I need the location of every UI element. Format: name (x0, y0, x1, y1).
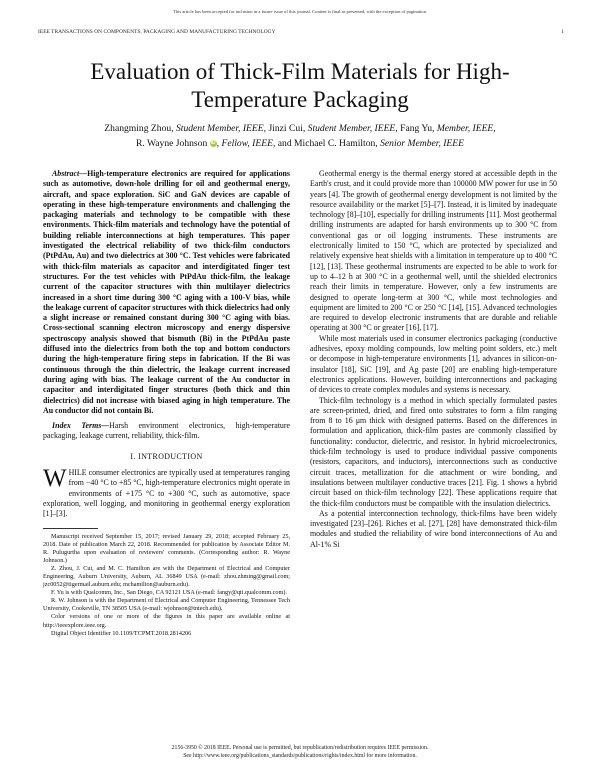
body-paragraph: Thick-film technology is a method in which specially formulated pastes are screen-printed, dried, and fired onto substrates to form a film ranging from 8 to 16 μm thick with designed patterns. Based on the differences in formulation and application, thick-film pastes are commonly classified by functionality: conductor, dielectric, and resistor. In hybrid microelectronics, thick-film technology is used to produce individual passive components (resistors, capacitors, and inductors), interconnections such as conductive circuit traces, metallization for die attachment or wire bonding, and insulations between multilayer conductive traces [21]. Fig. 1 shows a hybrid circuit based on thick-film technology [22]. These applications require that the thick-film conductors must be compatible with the insulation dielectrics. (310, 395, 557, 508)
running-header (38, 29, 564, 35)
abstract-label: Abstract (52, 169, 80, 178)
body-paragraph: As a potential interconnection technology, thick-films have been widely investigated [23]–[26]. Riches et al. [27], [28] have demonstrated thick-film modules and studied the reliability of wire bond interconnections of Au and Al-1% Si (310, 508, 557, 549)
body-paragraph: Geothermal energy is the thermal energy stored at accessible depth in the Earth's crust, and it could provide more than 100000 MW power for use in 50 years [4]. The growth of geothermal energy development is not limited by the resource availability or the market [5]–[7]. Instead, it is limited by inadequate technology [8]–[10], especially for drilling instruments [11]. Most geothermal drilling instruments are adapted for harsh environments up to 300 °C from conventional gas or oil logging instruments. These instruments are electronically limited to 150 °C, which are protected by specialized and relatively expensive heat shields with a limitation in temperature up to 400 °C [12], [13]. These geothermal instruments are expected to be able to work for up to 4–12 h at 300 °C in a geothermal well, until the shielded electronics reach their limits in temperature. However, only a few instruments are designed to operate long-term at 300 °C, while most technologies and equipment are limited to 200 °C or 250 °C [14], [15]. Advanced technologies are required to develop electronic instruments that are durable and reliable operating at 300 °C or greater [16], [17]. (310, 169, 557, 333)
orcid-icon[interactable]: iD (210, 139, 216, 146)
footnote-color: Color versions of one or more of the figures in this paper are available online at http://ieeexplore.ieee.org. (43, 613, 290, 629)
acceptance-note: This article has been accepted for inclusion in a future issue of this journal. Content is final as presented, with the exception of pagination. (172, 9, 428, 14)
section-heading: I. INTRODUCTION (130, 451, 203, 461)
abstract-text: High-temperature electronics are required for applications such as automotive, down-hole drilling for oil and geothermal energy, aircraft, and space exploration. SiC and GaN devices are capable of operating in these high-temperature environments and challenging the packaging materials and technology to be compatible with these environments. Thick-film materials and technology have the potential of building reliable interconnections at high temperatures. This paper investigated the electrical reliability of two thick-film conductors (PtPdAu, Au) and two dielectrics at 300 °C. Test vehicles were fabricated with thick-film materials as capacitor and interdigitated finger test structures. For the test vehicles with PtPdAu thick-film, the leakage current of the capacitor structures with thin multilayer dielectrics increased in a short time during 300 °C aging with a 100-V bias, while the leakage current of capacitor structures with thick dielectrics had only a slight increase or remained constant during 300 °C aging with bias. Cross-sectional scanning electron microscopy and energy dispersive spectroscopy analysis showed that bismuth (Bi) in the PtPdAu paste diffused into the dielectrics from both the top and bottom conductors during the high-temperature firing steps in fabrication. If the Bi was continuous through the thin dielectric, the leakage current increased during aging with bias. The leakage current of the Au conductor in capacitor and interdigitated finger structures (both thick and thin dielectrics) did not increase with biased aging in high temperature. The Au conductor did not contain Bi. (43, 169, 290, 415)
footnote-doi: Digital Object Identifier 10.1109/TCPMT.2018.2814206 (51, 629, 192, 637)
author-role: Senior Member, IEEE (380, 137, 465, 149)
author-name: R. Wayne Johnson (135, 137, 208, 149)
paper-title: Evaluation of Thick-Film Materials for High-Temperature Packaging (90, 59, 510, 112)
rights-link[interactable]: See http://www.ieee.org/publications_standards/publications/rights/index.html for more information. (183, 753, 417, 759)
journal-name: IEEE TRANSACTIONS ON COMPONENTS, PACKAGING AND MANUFACTURING TECHNOLOGY (38, 29, 276, 35)
index-terms: Index Terms—Harsh environment electronics, high-temperature packaging, leakage current, reliability, thick-film. (43, 421, 291, 441)
footnote-affiliation: R. W. Johnson is with the Department of Electrical and Computer Engineering, Tennessee Tech University, Cookeville, TN 38505 USA (e-mail: wjohnson@tntech.edu). (43, 597, 290, 613)
intro-paragraph (43, 465, 290, 519)
index-terms-label: Index Terms (52, 421, 102, 431)
page-number: 1 (561, 29, 564, 35)
footnote-affiliation: Z. Zhou, J. Cui, and M. C. Hamilton are with the Department of Electrical and Computer Engineering, Auburn University, Auburn, AL 36849 USA (e-mail: zhou.zhming@gmail.com; jzc0052@tigermail.auburn.edu; mchamilton@auburn.edu). (43, 564, 290, 589)
footnote-manuscript: Manuscript received September 15, 2017; revised January 29, 2018; accepted February 25, 2018. Date of publication March 22, 2018. Recommended for publication by Associate Editor M. R. Pulugurtha upon evaluation of reviewers' comments. (Corresponding author: R. Wayne Johnson.) (43, 532, 290, 564)
author-name: Jinzi Cui, (268, 123, 306, 134)
author-role: Student Member, IEEE, (175, 123, 267, 134)
author-name: Fang Yu, (400, 123, 435, 134)
intro-text: HILE consumer electronics are typically used at temperatures ranging from −40 °C to +85 °C, high-temperature electronics might operate in environments of +175 °C to +300 °C, such as automotive, space exploration, well logging, and monitoring in geothermal energy exploration [1]–[3]. (43, 468, 290, 519)
index-terms-text: Harsh environment electronics, high-temperature packaging, leakage current, reliability, thick-film. (43, 421, 291, 441)
copyright-footer (0, 744, 600, 760)
drop-cap: W (43, 465, 67, 493)
copyright-line: 2156-3950 © 2018 IEEE. Personal use is permitted, but republication/redistribution requires IEEE permission. (171, 745, 429, 751)
footnote-divider (43, 528, 98, 529)
footnote-affiliation: F. Yu is with Qualcomm, Inc., San Diego, CA 92121 USA (e-mail: fangy@qti.qualcomm.com). (51, 589, 287, 597)
author-name: and Michael C. Hamilton, (277, 137, 378, 149)
right-column (310, 169, 557, 550)
author-name: Zhangming Zhou, (104, 123, 174, 134)
body-paragraph: While most materials used in consumer electronics packaging (conductive adhesives, epoxy molding compounds, low melting point solders, etc.) melt or decompose in high-temperature environments [1], advances in silicon-on-insulator [18], SiC [19], and Ag paste [20] are enabling high-temperature electronics applications. However, building interconnections and packaging of devices to create complex modules and systems is necessary. (310, 333, 557, 395)
left-column (43, 169, 290, 638)
author-list: Zhangming Zhou, Student Member, IEEE, Jinzi Cui, Student Member, IEEE, Fang Yu, Member, IEEE, R. Wayne Johnson iD, Fellow, IEEE, and Michael C. Hamilton, Senior Member, IEEE (104, 123, 496, 149)
author-role: Student Member, IEEE, (307, 123, 398, 134)
abstract: Abstract—High-temperature electronics are required for applications such as automotive, down-hole drilling for oil and geothermal energy, aircraft, and space exploration. SiC and GaN devices are capable of operating in these high-temperature environments and challenging the packaging materials and technology to be compatible with these environments. Thick-film materials and technology have the potential of building reliable interconnections at high temperatures. This paper investigated the electrical reliability of two thick-film conductors (PtPdAu, Au) and two dielectrics at 300 °C. Test vehicles were fabricated with thick-film materials as capacitor and interdigitated finger test structures. For the test vehicles with PtPdAu thick-film, the leakage current of the capacitor structures with thin multilayer dielectrics increased in a short time during 300 °C aging with a 100-V bias, while the leakage current of capacitor structures with thick dielectrics had only a slight increase or remained constant during 300 °C aging with bias. Cross-sectional scanning electron microscopy and energy dispersive spectroscopy analysis showed that bismuth (Bi) in the PtPdAu paste diffused into the dielectrics from both the top and bottom conductors during the high-temperature firing steps in fabrication. If the Bi was continuous through the thin dielectric, the leakage current increased during aging with bias. The leakage current of the Au conductor in capacitor and interdigitated finger structures (both thick and thin dielectrics) did not increase with biased aging in high temperature. The Au conductor did not contain Bi. (43, 169, 290, 415)
author-role: Fellow, IEEE, (221, 137, 276, 149)
author-role: Member, IEEE, (436, 123, 496, 134)
